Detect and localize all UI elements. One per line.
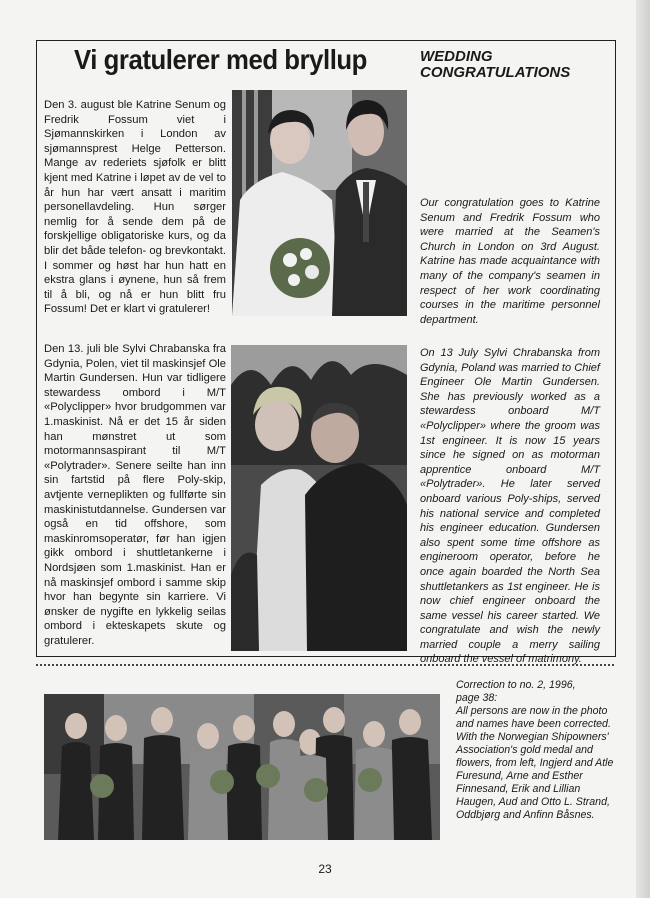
page-number: 23 [318,862,332,876]
english-title-line1: WEDDING [420,48,493,65]
correction-line1: Correction to no. 2, 1996, [456,679,576,691]
page-edge [636,0,650,898]
article1-english-text: Our congratulation goes to Katrine Senum and Fredrik Fossum who were married at the Seamen's Church in London on 3rd August. Katrine has made acquaintance with many of the company's seamen in respect of her work coordinating courses in the maritime personnel department. [420,197,600,326]
section-divider [36,664,614,666]
wedding-photo-senum-fossum [232,90,407,316]
page-title: Vi gratulerer med bryllup [74,44,367,75]
correction-line2: page 38: [456,692,498,704]
english-title [420,49,600,81]
article2-norwegian-text: Den 13. juli ble Sylvi Chrabanska fra Gdynia, Polen, viet til maskinsjef Ole Martin Gundersen. Hun var tidligere stewardess ombord i M/T «Polyclipper» hvor brudgommen var 1.maskinist. Nå er det 15 år siden han mønstret ut som motormannsaspirant til M/T «Polytrader». Senere seilte han inn sin fartstid på flere Poly-skip, avtjente verneplikten og fullførte sin maskinistutdannelse. Gundersen var også en tid offshore, som maskinromsoperatør, før han igjen gikk ombord i shuttletankerne i Nordsjøen som 1.maskinist. Han er nå maskinsjef ombord i samme skip hvor han begynte sin karriere. Vi ønsker de nygifte en lykkelig seilas ombord i ekteskapets skute og gratulerer. [44,343,226,647]
wedding-photo-chrabanska-gundersen [231,345,407,651]
article2-english-text: On 13 July Sylvi Chrabanska from Gdynia, Poland was married to Chief Engineer Ole Martin Gundersen. She has previously worked as a stewardess onboard M/T «Polyclipper» where the groom was 1st engineer. It is now 15 years since he signed on as motorman apprentice onboard M/T «Polytrader». He later served onboard various Poly-ships, served his national service and completed his engineer education. Gundersen also spent some time offshore as engineroom operator, before he once again boarded the North Sea shuttletankers as 1st engineer. He is now chief engineer onboard the same vessel his career started. We congratulate and wish the newly married couple a merry sailing onboard the vessel of matrimony. [420,347,600,666]
english-title-line2: CONGRATULATIONS [420,64,571,81]
group-photo-medal-recipients [44,694,440,840]
article1-norwegian-text: Den 3. august ble Katrine Senum og Fredrik Fossum viet i Sjømannskirken i London av sjømannsprest Helge Petterson. Mange av rederiets sjøfolk er blitt kjent med Katrine i løpet av de vel to år hun har vært ansatt i maritim personellavdeling. Hun sørger nemlig for å sende dem på de forskjellige obligatoriske kurs, og da blir det både telefon- og brevkontakt. I sommer og høst har hun hatt en ekstra glans i øynene, hun så frem til å bli, og nå er hun blitt fru Fossum! Det er klart vi gratulerer! [44,99,226,316]
correction-body: All persons are now in the photo and names have been corrected. With the Norwegian Shipowners' Association's gold medal and flowers, from left, Ingjerd and Atle Furesund, Arne and Esther Finnesand, Erik and Lillian Haugen, Aud and Otto L. Strand, Oddbjørg and Anfinn Båsnes. [456,705,614,821]
correction-note [456,679,616,822]
